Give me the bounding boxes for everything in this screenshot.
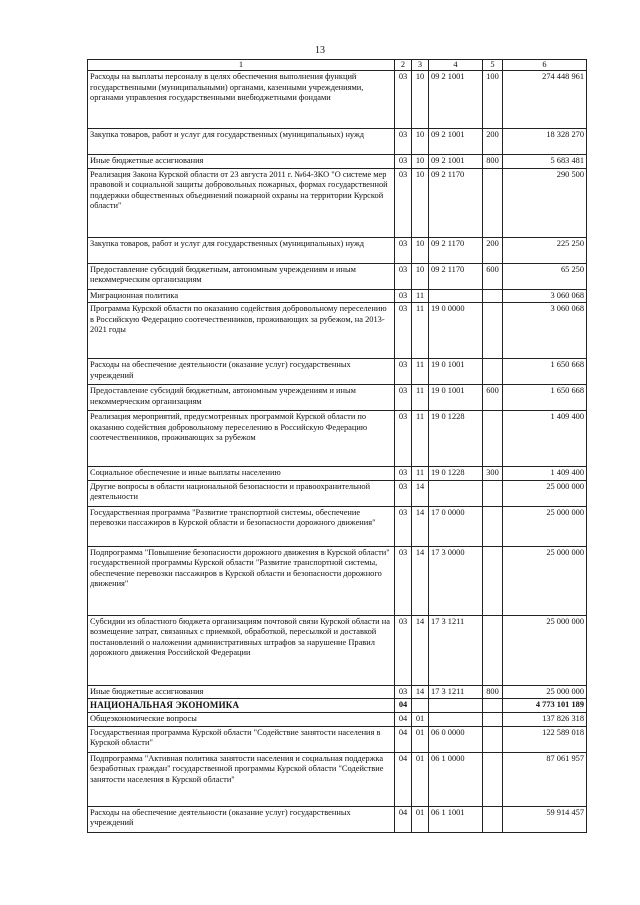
cell-subsection: 01 xyxy=(412,726,429,752)
cell-section: 03 xyxy=(395,155,412,169)
cell-name: Иные бюджетные ассигнования xyxy=(88,685,395,699)
cell-target-article: 19 0 1001 xyxy=(429,359,483,385)
cell-name: НАЦИОНАЛЬНАЯ ЭКОНОМИКА xyxy=(88,699,395,713)
cell-name: Подпрограмма "Повышение безопасности дорожного движения в Курской области" государственной программы Курской области "Развитие транспортной системы, обеспечение перевозки пассажиров в Курской области и безопасности дорожного движения" xyxy=(88,546,395,615)
cell-subsection: 14 xyxy=(412,685,429,699)
table-row xyxy=(88,546,587,615)
table-row xyxy=(88,480,587,506)
cell-subsection: 11 xyxy=(412,359,429,385)
cell-name: Субсидии из областного бюджета организациям почтовой связи Курской области на возмещение затрат, связанных с приемкой, обработкой, пересылкой и доставкой постановлений о наложении административных штрафов за нарушение Правил дорожного движения Российской Федерации xyxy=(88,615,395,685)
cell-name: Государственная программа Курской области "Содействие занятости населения в Курской области" xyxy=(88,726,395,752)
cell-subsection: 11 xyxy=(412,289,429,303)
cell-expense-type xyxy=(483,506,503,546)
cell-target-article: 17 0 0000 xyxy=(429,506,483,546)
cell-expense-type: 800 xyxy=(483,155,503,169)
cell-section: 04 xyxy=(395,726,412,752)
cell-section: 03 xyxy=(395,71,412,129)
cell-section: 03 xyxy=(395,385,412,411)
cell-target-article: 09 2 1001 xyxy=(429,129,483,155)
table-row xyxy=(88,168,587,237)
cell-target-article: 09 2 1170 xyxy=(429,237,483,263)
column-header-expense-type: 5 xyxy=(483,60,503,71)
cell-section: 03 xyxy=(395,506,412,546)
cell-target-article: 19 0 1228 xyxy=(429,411,483,467)
cell-section: 04 xyxy=(395,713,412,727)
cell-name: Программа Курской области по оказанию содействия добровольному переселению в Российскую Федерацию соотечественников, проживающих за рубежом, на 2013-2021 годы xyxy=(88,303,395,359)
cell-subsection: 14 xyxy=(412,546,429,615)
cell-subsection: 10 xyxy=(412,263,429,289)
table-row xyxy=(88,71,587,129)
cell-expense-type xyxy=(483,168,503,237)
cell-amount: 3 060 068 xyxy=(503,289,587,303)
cell-amount: 87 061 957 xyxy=(503,752,587,806)
cell-amount: 3 060 068 xyxy=(503,303,587,359)
cell-target-article: 09 2 1170 xyxy=(429,168,483,237)
cell-target-article xyxy=(429,713,483,727)
cell-section: 03 xyxy=(395,480,412,506)
table-row xyxy=(88,506,587,546)
cell-expense-type: 800 xyxy=(483,685,503,699)
cell-section: 04 xyxy=(395,699,412,713)
cell-target-article xyxy=(429,480,483,506)
cell-section: 03 xyxy=(395,168,412,237)
cell-expense-type: 200 xyxy=(483,237,503,263)
cell-subsection: 14 xyxy=(412,615,429,685)
cell-subsection: 01 xyxy=(412,806,429,832)
cell-expense-type xyxy=(483,615,503,685)
cell-expense-type: 200 xyxy=(483,129,503,155)
cell-section: 03 xyxy=(395,615,412,685)
cell-expense-type xyxy=(483,699,503,713)
cell-name: Реализация мероприятий, предусмотренных программой Курской области по оказанию содействия добровольному переселению в Российскую Федерацию соотечественников, проживающих за рубежом xyxy=(88,411,395,467)
table-row xyxy=(88,155,587,169)
cell-target-article: 17 3 1211 xyxy=(429,685,483,699)
cell-amount: 25 000 000 xyxy=(503,615,587,685)
cell-amount: 25 000 000 xyxy=(503,480,587,506)
cell-amount: 25 000 000 xyxy=(503,506,587,546)
cell-subsection: 10 xyxy=(412,237,429,263)
table-row xyxy=(88,263,587,289)
cell-subsection: 11 xyxy=(412,467,429,481)
cell-target-article xyxy=(429,289,483,303)
table-row xyxy=(88,385,587,411)
cell-section: 03 xyxy=(395,467,412,481)
cell-target-article: 06 0 0000 xyxy=(429,726,483,752)
cell-section: 03 xyxy=(395,359,412,385)
cell-amount: 25 000 000 xyxy=(503,685,587,699)
cell-subsection: 01 xyxy=(412,752,429,806)
table-row xyxy=(88,411,587,467)
table-row xyxy=(88,129,587,155)
cell-amount: 1 409 400 xyxy=(503,467,587,481)
table-row xyxy=(88,752,587,806)
cell-amount: 5 683 481 xyxy=(503,155,587,169)
budget-table xyxy=(87,59,587,833)
cell-amount: 1 409 400 xyxy=(503,411,587,467)
cell-expense-type: 300 xyxy=(483,467,503,481)
cell-subsection: 11 xyxy=(412,303,429,359)
cell-subsection: 10 xyxy=(412,168,429,237)
table-row xyxy=(88,699,587,713)
cell-expense-type xyxy=(483,806,503,832)
cell-expense-type xyxy=(483,359,503,385)
cell-amount: 290 500 xyxy=(503,168,587,237)
column-header-name: 1 xyxy=(88,60,395,71)
cell-section: 03 xyxy=(395,289,412,303)
cell-name: Общеэкономические вопросы xyxy=(88,713,395,727)
cell-target-article: 19 0 1228 xyxy=(429,467,483,481)
cell-amount: 1 650 668 xyxy=(503,385,587,411)
table-row xyxy=(88,615,587,685)
cell-target-article: 17 3 1211 xyxy=(429,615,483,685)
table-row xyxy=(88,713,587,727)
cell-name: Предоставление субсидий бюджетным, автономным учреждениям и иным некоммерческим организациям xyxy=(88,385,395,411)
cell-target-article: 09 2 1170 xyxy=(429,263,483,289)
cell-subsection: 10 xyxy=(412,129,429,155)
cell-expense-type xyxy=(483,713,503,727)
table-row xyxy=(88,289,587,303)
cell-subsection: 10 xyxy=(412,71,429,129)
cell-expense-type xyxy=(483,546,503,615)
cell-name: Подпрограмма "Активная политика занятости населения и социальная поддержка безработных граждан" государственной программы Курской области "Содействие занятости населения в Курской области" xyxy=(88,752,395,806)
cell-target-article: 19 0 0000 xyxy=(429,303,483,359)
cell-name: Расходы на выплаты персоналу в целях обеспечения выполнения функций государственными (муниципальными) органами, казенными учреждениями, органами управления государственными внебюджетными фондами xyxy=(88,71,395,129)
cell-expense-type: 600 xyxy=(483,385,503,411)
cell-name: Расходы на обеспечение деятельности (оказание услуг) государственных учреждений xyxy=(88,806,395,832)
cell-section: 03 xyxy=(395,263,412,289)
cell-expense-type: 600 xyxy=(483,263,503,289)
table-row xyxy=(88,303,587,359)
column-header-section: 2 xyxy=(395,60,412,71)
table-row xyxy=(88,237,587,263)
cell-amount: 1 650 668 xyxy=(503,359,587,385)
cell-section: 04 xyxy=(395,806,412,832)
cell-amount: 137 826 318 xyxy=(503,713,587,727)
cell-name: Предоставление субсидий бюджетным, автономным учреждениям и иным некоммерческим организациям xyxy=(88,263,395,289)
cell-subsection: 11 xyxy=(412,385,429,411)
cell-expense-type xyxy=(483,303,503,359)
cell-target-article: 17 3 0000 xyxy=(429,546,483,615)
cell-amount: 25 000 000 xyxy=(503,546,587,615)
column-header-subsection: 3 xyxy=(412,60,429,71)
table-row xyxy=(88,359,587,385)
cell-subsection: 11 xyxy=(412,411,429,467)
cell-section: 03 xyxy=(395,685,412,699)
cell-name: Другие вопросы в области национальной безопасности и правоохранительной деятельности xyxy=(88,480,395,506)
cell-target-article: 06 1 1001 xyxy=(429,806,483,832)
column-header-amount: 6 xyxy=(503,60,587,71)
cell-name: Иные бюджетные ассигнования xyxy=(88,155,395,169)
cell-subsection: 14 xyxy=(412,480,429,506)
cell-name: Социальное обеспечение и иные выплаты населению xyxy=(88,467,395,481)
cell-amount: 225 250 xyxy=(503,237,587,263)
cell-amount: 4 773 101 189 xyxy=(503,699,587,713)
cell-section: 03 xyxy=(395,129,412,155)
table-row xyxy=(88,467,587,481)
cell-expense-type xyxy=(483,726,503,752)
cell-section: 03 xyxy=(395,303,412,359)
cell-section: 03 xyxy=(395,411,412,467)
page-number: 13 xyxy=(315,45,325,56)
cell-expense-type: 100 xyxy=(483,71,503,129)
cell-amount: 18 328 270 xyxy=(503,129,587,155)
table-row xyxy=(88,726,587,752)
cell-expense-type xyxy=(483,411,503,467)
cell-target-article xyxy=(429,699,483,713)
table-row xyxy=(88,685,587,699)
cell-expense-type xyxy=(483,480,503,506)
cell-name: Миграционная политика xyxy=(88,289,395,303)
cell-amount: 274 448 961 xyxy=(503,71,587,129)
cell-subsection: 14 xyxy=(412,506,429,546)
cell-target-article: 09 2 1001 xyxy=(429,155,483,169)
cell-name: Государственная программа "Развитие транспортной системы, обеспечение перевозки пассажиров в Курской области и безопасности дорожного движения" xyxy=(88,506,395,546)
cell-section: 03 xyxy=(395,237,412,263)
cell-name: Закупка товаров, работ и услуг для государственных (муниципальных) нужд xyxy=(88,237,395,263)
cell-subsection: 01 xyxy=(412,713,429,727)
cell-amount: 59 914 457 xyxy=(503,806,587,832)
cell-expense-type xyxy=(483,289,503,303)
column-header-target-article: 4 xyxy=(429,60,483,71)
cell-amount: 65 250 xyxy=(503,263,587,289)
table-header-row xyxy=(88,60,587,71)
table-body xyxy=(88,71,587,833)
cell-subsection: 10 xyxy=(412,155,429,169)
cell-name: Закупка товаров, работ и услуг для государственных (муниципальных) нужд xyxy=(88,129,395,155)
cell-section: 03 xyxy=(395,546,412,615)
cell-expense-type xyxy=(483,752,503,806)
cell-name: Расходы на обеспечение деятельности (оказание услуг) государственных учреждений xyxy=(88,359,395,385)
table-row xyxy=(88,806,587,832)
cell-name: Реализация Закона Курской области от 23 августа 2011 г. №64-ЗКО "О системе мер правовой и социальной защиты добровольных пожарных, формах государственной поддержки общественных объединений пожарной охраны на территории Курской области" xyxy=(88,168,395,237)
cell-section: 04 xyxy=(395,752,412,806)
cell-subsection xyxy=(412,699,429,713)
cell-target-article: 06 1 0000 xyxy=(429,752,483,806)
cell-target-article: 19 0 1001 xyxy=(429,385,483,411)
cell-amount: 122 589 018 xyxy=(503,726,587,752)
cell-target-article: 09 2 1001 xyxy=(429,71,483,129)
